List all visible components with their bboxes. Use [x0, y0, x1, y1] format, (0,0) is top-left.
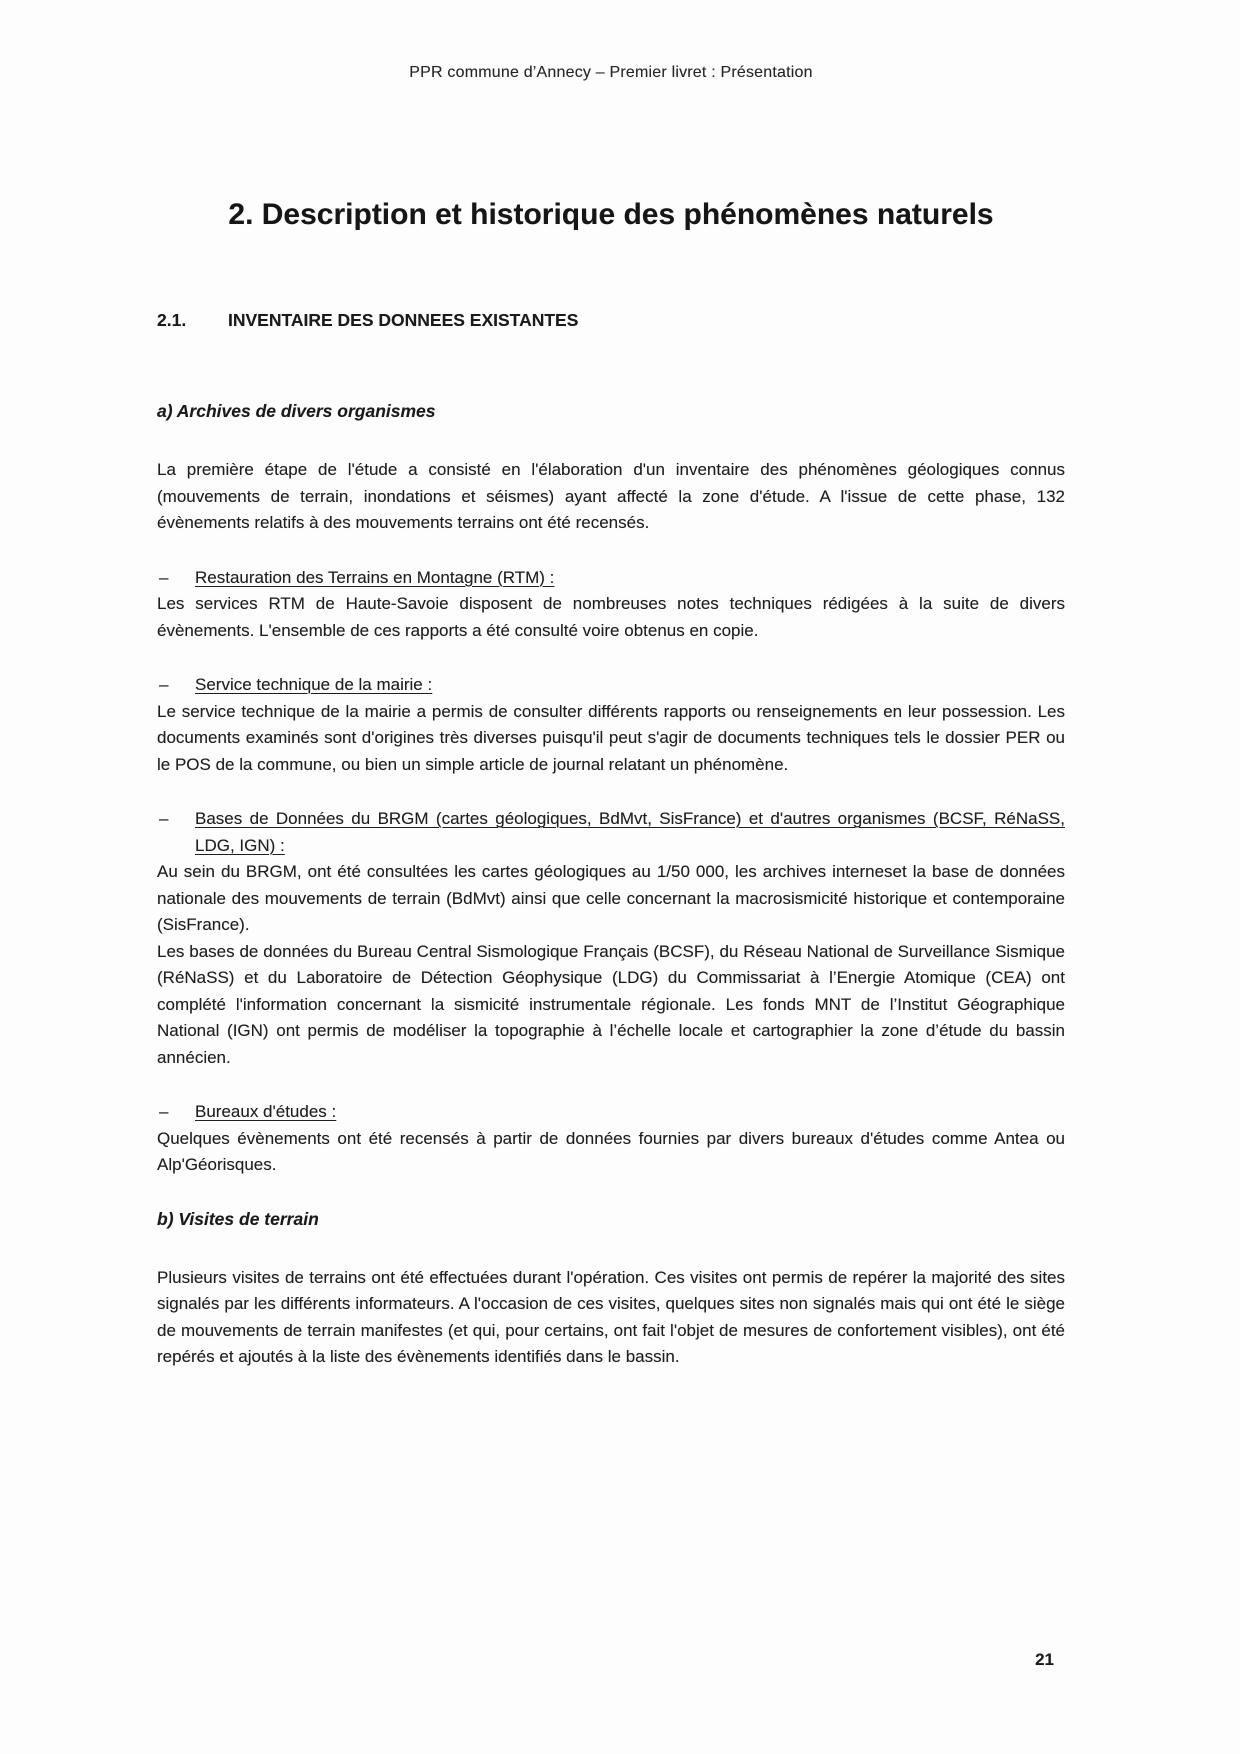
- dash-marker: –: [159, 1102, 169, 1121]
- paragraph-mairie: Le service technique de la mairie a permis de consulter différents rapports ou renseignements en leur possession. Les documents examinés sont d'origines très diverses puisqu'il peut s'agir de documents techniques tels le dossier PER ou le POS de la commune, ou bien un simple article de journal relatant un phénomène.: [157, 701, 1065, 774]
- subsection-a-heading: a) Archives de divers organismes: [157, 401, 436, 421]
- dash-marker: –: [159, 675, 169, 694]
- subsection-b-heading: b) Visites de terrain: [157, 1208, 319, 1229]
- running-header: PPR commune d’Annecy – Premier livret : Présentation: [409, 64, 813, 81]
- dash-marker: –: [159, 809, 169, 828]
- paragraph-intro: La première étape de l'étude a consisté en l'élaboration d'un inventaire des phénomènes géologiques connus (mouvements de terrain, inondations et séismes) ayant affecté la zone d'étude. A l'issue de cette phase, 132 évènements relatifs à des mouvements terrains ont été recensés.: [157, 460, 1065, 532]
- list-item-brgm: [157, 806, 1065, 859]
- section-title: INVENTAIRE DES DONNEES EXISTANTES: [228, 310, 579, 330]
- paragraph-brgm-1: Au sein du BRGM, ont été consultées les cartes géologiques au 1/50 000, les archives interneset la base de données nationale des mouvements de terrain (BdMvt) ainsi que celle concernant la macrosismicité historique et contemporaine (SisFrance).: [157, 862, 1065, 934]
- bullet-heading-rtm: Restauration des Terrains en Montagne (RTM) :: [195, 567, 555, 587]
- bullet-heading-brgm: Bases de Données du BRGM (cartes géologiques, BdMvt, SisFrance) et d'autres organismes (BCSF, RéNaSS, LDG, IGN) :: [195, 809, 1065, 855]
- bullet-heading-mairie: Service technique de la mairie :: [195, 675, 433, 694]
- list-item-mairie: [157, 672, 1065, 699]
- paragraph-rtm: Les services RTM de Haute-Savoie disposent de nombreuses notes techniques rédigées à la suite de divers évènements. L'ensemble de ces rapports a été consulté voire obtenus en copie.: [157, 594, 1065, 640]
- page-title: 2. Description et historique des phénomènes naturels: [228, 198, 994, 231]
- paragraph-brgm-2: Les bases de données du Bureau Central Sismologique Français (BCSF), du Réseau National de Surveillance Sismique (RéNaSS) et du Laboratoire de Détection Géophysique (LDG) du Commissariat à l’Energie Atomique (CEA) ont complété l'information concernant la sismicité instrumentale régionale. Les fonds MNT de l’Institut Géographique National (IGN) ont permis de modéliser la topographie à l’échelle locale et cartographier la zone d’étude du bassin annécien.: [157, 941, 1065, 1067]
- paragraph-visites: Plusieurs visites de terrains ont été effectuées durant l'opération. Ces visites ont permis de repérer la majorité des sites signalés par les différents informateurs. A l'occasion de ces visites, quelques sites non signalés mais qui ont été le siège de mouvements de terrain manifestes (et qui, pour certains, ont fait l'objet de mesures de confortement visibles), ont été repérés et ajoutés à la liste des évènements identifiés dans le bassin.: [157, 1267, 1065, 1366]
- dash-marker: –: [159, 567, 169, 587]
- section-heading-2-1: [157, 310, 1065, 331]
- bullet-heading-bureaux: Bureaux d'études :: [195, 1102, 337, 1121]
- paragraph-bureaux: Quelques évènements ont été recensés à partir de données fournies par divers bureaux d'études comme Antea ou Alp'Géorisques.: [157, 1128, 1065, 1174]
- page-number: 21: [1035, 1650, 1054, 1669]
- section-number: 2.1.: [157, 310, 187, 330]
- list-item-bureaux: [157, 1099, 1065, 1126]
- list-item-rtm: [157, 565, 1065, 592]
